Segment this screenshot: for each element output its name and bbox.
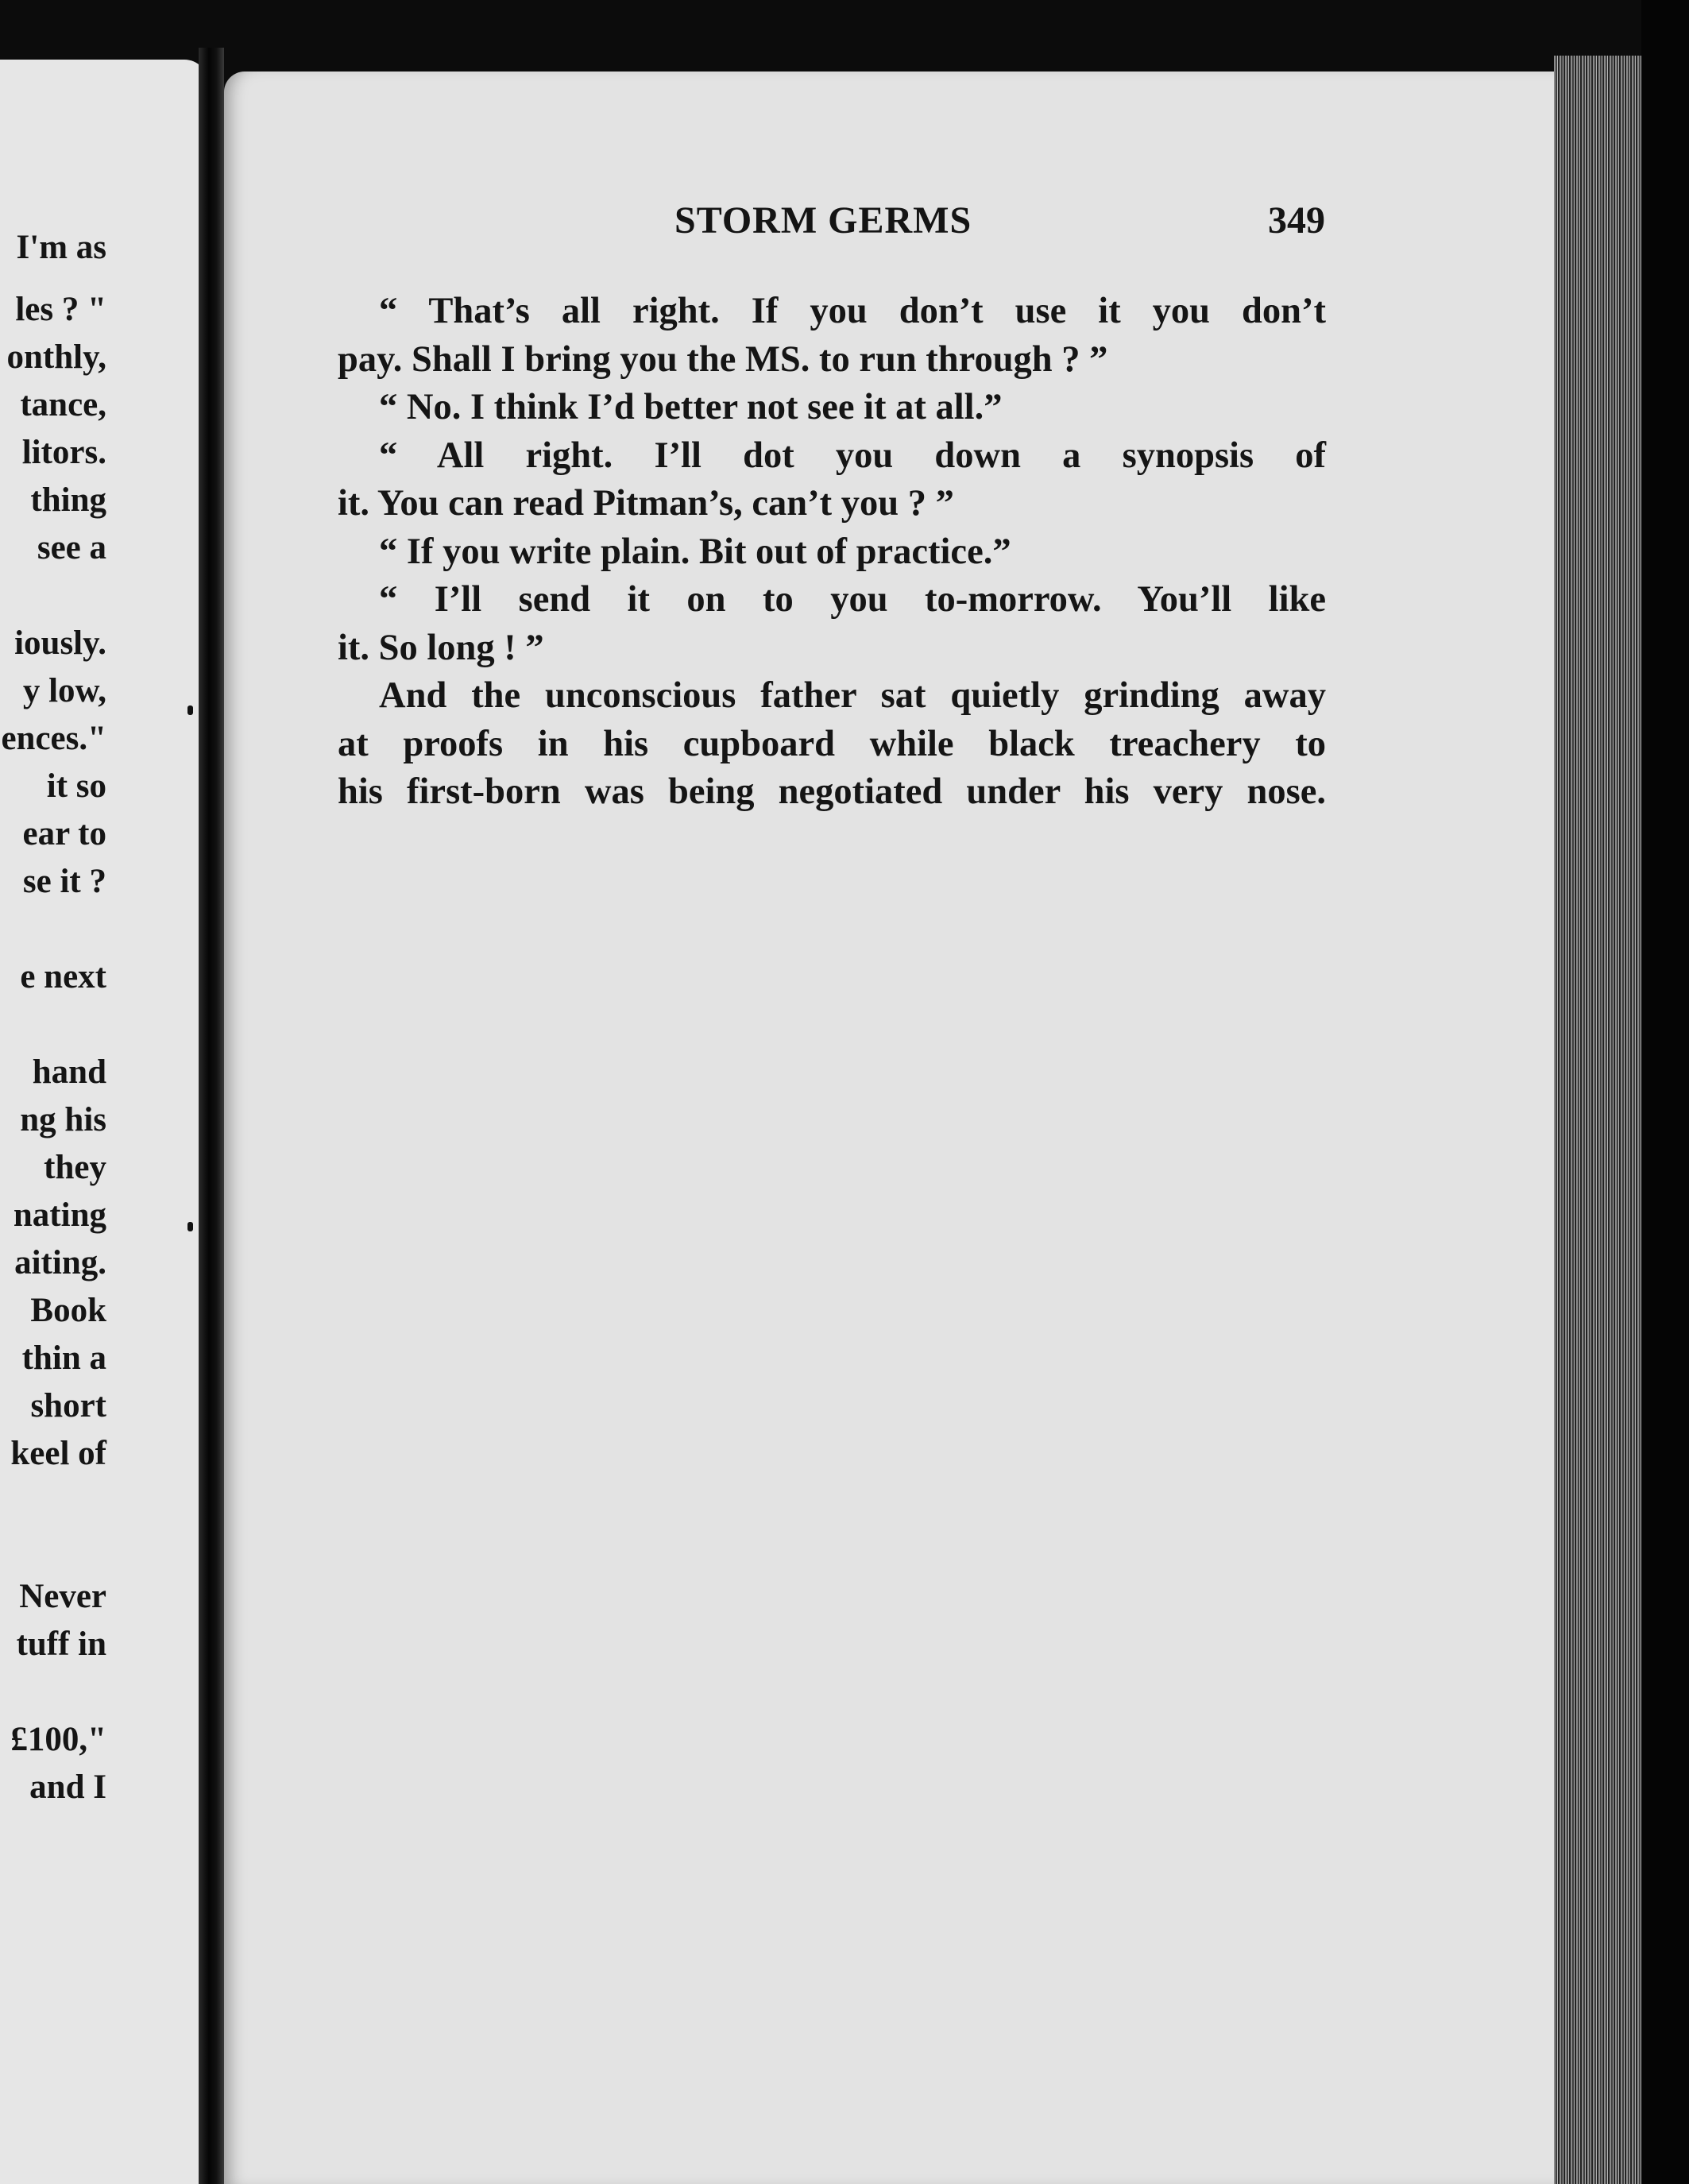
previous-page-line: £100,"	[10, 1721, 106, 1758]
previous-page-line: it so	[46, 767, 106, 805]
previous-page-line: short	[30, 1387, 106, 1424]
running-head	[224, 191, 1554, 246]
body-line: pay. Shall I bring you the MS. to run through ? ”	[338, 338, 1108, 380]
body-line: it. You can read Pitman’s, can’t you ? ”	[338, 483, 954, 524]
body-line: his first-born was being negotiated under his very nose.	[338, 771, 1326, 812]
previous-page-line: les ? "	[15, 291, 106, 328]
previous-page-line: onthly,	[6, 338, 106, 376]
body-line: it. So long ! ”	[338, 627, 544, 668]
previous-page-line: e next	[20, 958, 106, 995]
previous-page-line: I'm as	[16, 229, 106, 266]
scan-background	[1641, 0, 1689, 2184]
previous-page-line: thin a	[21, 1339, 106, 1377]
previous-page-line: and I	[29, 1768, 106, 1806]
previous-page-line: ng his	[20, 1101, 106, 1138]
running-head-title: STORM GERMS	[674, 199, 972, 242]
previous-page-line: tuff in	[16, 1625, 106, 1663]
previous-page-line: se it ?	[22, 863, 106, 900]
previous-page-line: keel of	[10, 1435, 106, 1472]
body-line: And the unconscious father sat quietly grinding away	[379, 675, 1326, 716]
previous-page-line: ences."	[1, 720, 106, 757]
body-line: “ That’s all right. If you don’t use it you don’t	[379, 291, 1326, 331]
page-body	[338, 288, 1326, 817]
scan-speck	[187, 1222, 193, 1231]
previous-page-line: y low,	[22, 672, 106, 709]
book-gutter	[199, 48, 224, 2184]
previous-page-line: Book	[30, 1292, 106, 1329]
previous-page-line: thing	[30, 481, 106, 519]
body-line: “ No. I think I’d better not see it at all.”	[379, 387, 1003, 427]
body-line: at proofs in his cupboard while black treachery to	[338, 723, 1326, 764]
previous-page-line: nating	[13, 1196, 106, 1234]
previous-page-line: ear to	[22, 815, 106, 852]
previous-page-line: hand	[32, 1053, 106, 1091]
body-line: “ If you write plain. Bit out of practice.”	[379, 531, 1011, 572]
previous-page-fragment	[0, 60, 208, 2184]
page-edges	[1554, 56, 1641, 2184]
previous-page-line: tance,	[20, 386, 106, 423]
previous-page-line: aiting.	[14, 1244, 106, 1281]
previous-page-line: Never	[19, 1578, 106, 1615]
previous-page-line: see a	[37, 529, 106, 566]
previous-page-line: litors.	[21, 434, 106, 471]
scan-speck	[187, 705, 193, 715]
previous-page-line: they	[44, 1149, 106, 1186]
page-number: 349	[1268, 199, 1325, 242]
body-line: “ All right. I’ll dot you down a synopsis of	[379, 435, 1326, 476]
body-line: “ I’ll send it on to you to-morrow. You’ll like	[379, 579, 1326, 620]
previous-page-line: iously.	[14, 624, 106, 662]
